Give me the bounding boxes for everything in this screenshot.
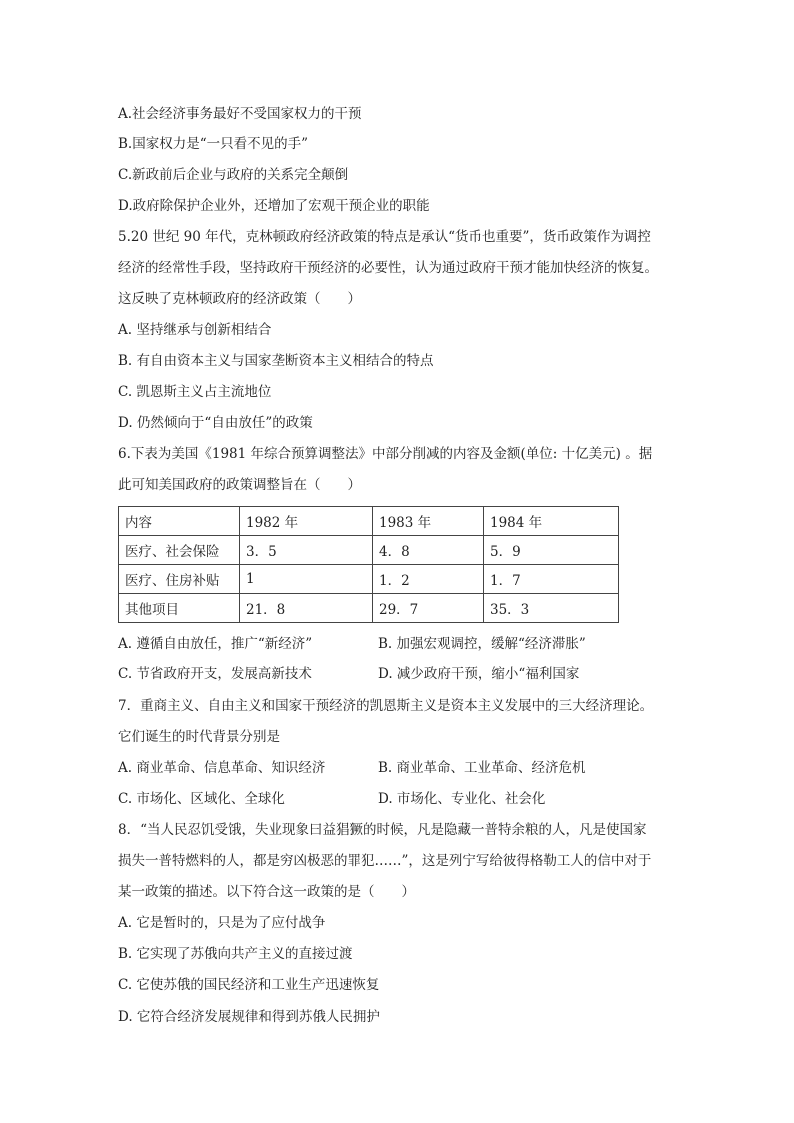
table-cell: 医疗、住房补贴 [119,565,240,594]
q6-option-a: A. 遵循自由放任，推广“新经济” [118,636,313,652]
table-cell: 4．8 [373,536,484,565]
q7-option-a: A. 商业革命、信息革命、知识经济 [118,760,326,776]
q5-stem-line-2: 经济的经常性手段，坚持政府干预经济的必要性，认为通过政府干预才能加快经济的恢复。 [118,260,658,276]
table-cell: 1 [240,565,373,594]
q8-stem-line-3: 某一政策的描述。以下符合这一政策的是（ ） [118,884,415,900]
table-header-cell: 1982 年 [240,507,373,536]
q8-stem-line-1: 8．“当人民忍饥受饿，失业现象曰益猖獗的时候，凡是隐藏一普特余粮的人，凡是使国家 [118,822,647,838]
table-row [119,536,619,565]
table-cell: 其他项目 [119,594,240,623]
table-row [119,594,619,623]
q7-stem-line-2: 它们诞生的时代背景分别是 [118,729,280,745]
q5-option-d: D. 仍然倾向于“自由放任”的政策 [118,415,313,431]
q4-option-c: C.新政前后企业与政府的关系完全颠倒 [118,167,349,183]
q6-stem-line-2: 此可知美国政府的政策调整旨在（ ） [118,477,361,493]
table-cell: 29．7 [373,594,484,623]
q5-option-a: A. 坚持继承与创新相结合 [118,322,272,338]
q7-option-d: D. 市场化、专业化、社会化 [378,791,546,807]
q8-stem-line-2: 损失一普特燃料的人，都是穷凶极恶的罪犯……”，这是列宁写给彼得格勒工人的信中对于 [118,853,652,869]
table-header-cell: 内容 [119,507,240,536]
table-cell: 1．2 [373,565,484,594]
q7-stem-line-1: 7．重商主义、自由主义和国家干预经济的凯恩斯主义是资本主义发展中的三大经济理论。 [118,698,654,714]
table-cell: 1．7 [484,565,619,594]
q5-stem-line-3: 这反映了克林顿政府的经济政策（ ） [118,291,361,307]
table-cell: 21．8 [240,594,373,623]
table-cell: 医疗、社会保险 [119,536,240,565]
q5-option-b: B. 有自由资本主义与国家垄断资本主义相结合的特点 [118,353,434,369]
q8-option-c: C. 它使苏俄的国民经济和工业生产迅速恢复 [118,977,380,993]
q6-option-d: D. 减少政府干预，缩小“福利国家 [378,666,580,682]
q6-option-c: C. 节省政府开支，发展高新技术 [118,666,312,682]
table-cell: 35．3 [484,594,619,623]
table-header-row [119,507,619,536]
table-cell: 5．9 [484,536,619,565]
table-header-cell: 1983 年 [373,507,484,536]
table-row [119,565,619,594]
q6-option-b: B. 加强宏观调控，缓解“经济滞胀” [378,636,586,652]
q7-option-b: B. 商业革命、工业革命、经济危机 [378,760,586,776]
q4-option-b: B.国家权力是“一只看不见的手” [118,136,309,152]
table-cell: 3．5 [240,536,373,565]
q8-option-a: A. 它是暂时的，只是为了应付战争 [118,915,326,931]
q5-option-c: C. 凯恩斯主义占主流地位 [118,384,272,400]
q6-stem-line-1: 6.下表为美国《1981 年综合预算调整法》中部分削减的内容及金额(单位: 十亿美元) 。据 [118,446,653,462]
table-header-cell: 1984 年 [484,507,619,536]
q7-option-c: C. 市场化、区域化、全球化 [118,791,285,807]
q4-option-d: D.政府除保护企业外，还增加了宏观干预企业的职能 [118,198,430,214]
q8-option-d: D. 它符合经济发展规律和得到苏俄人民拥护 [118,1009,380,1025]
q8-option-b: B. 它实现了苏俄向共产主义的直接过渡 [118,946,353,962]
q4-option-a: A.社会经济事务最好不受国家权力的干预 [118,106,362,122]
q5-stem-line-1: 5.20 世纪 90 年代，克林顿政府经济政策的特点是承认“货币也重要”，货币政策作为调控 [118,229,651,245]
budget-table [118,506,619,623]
